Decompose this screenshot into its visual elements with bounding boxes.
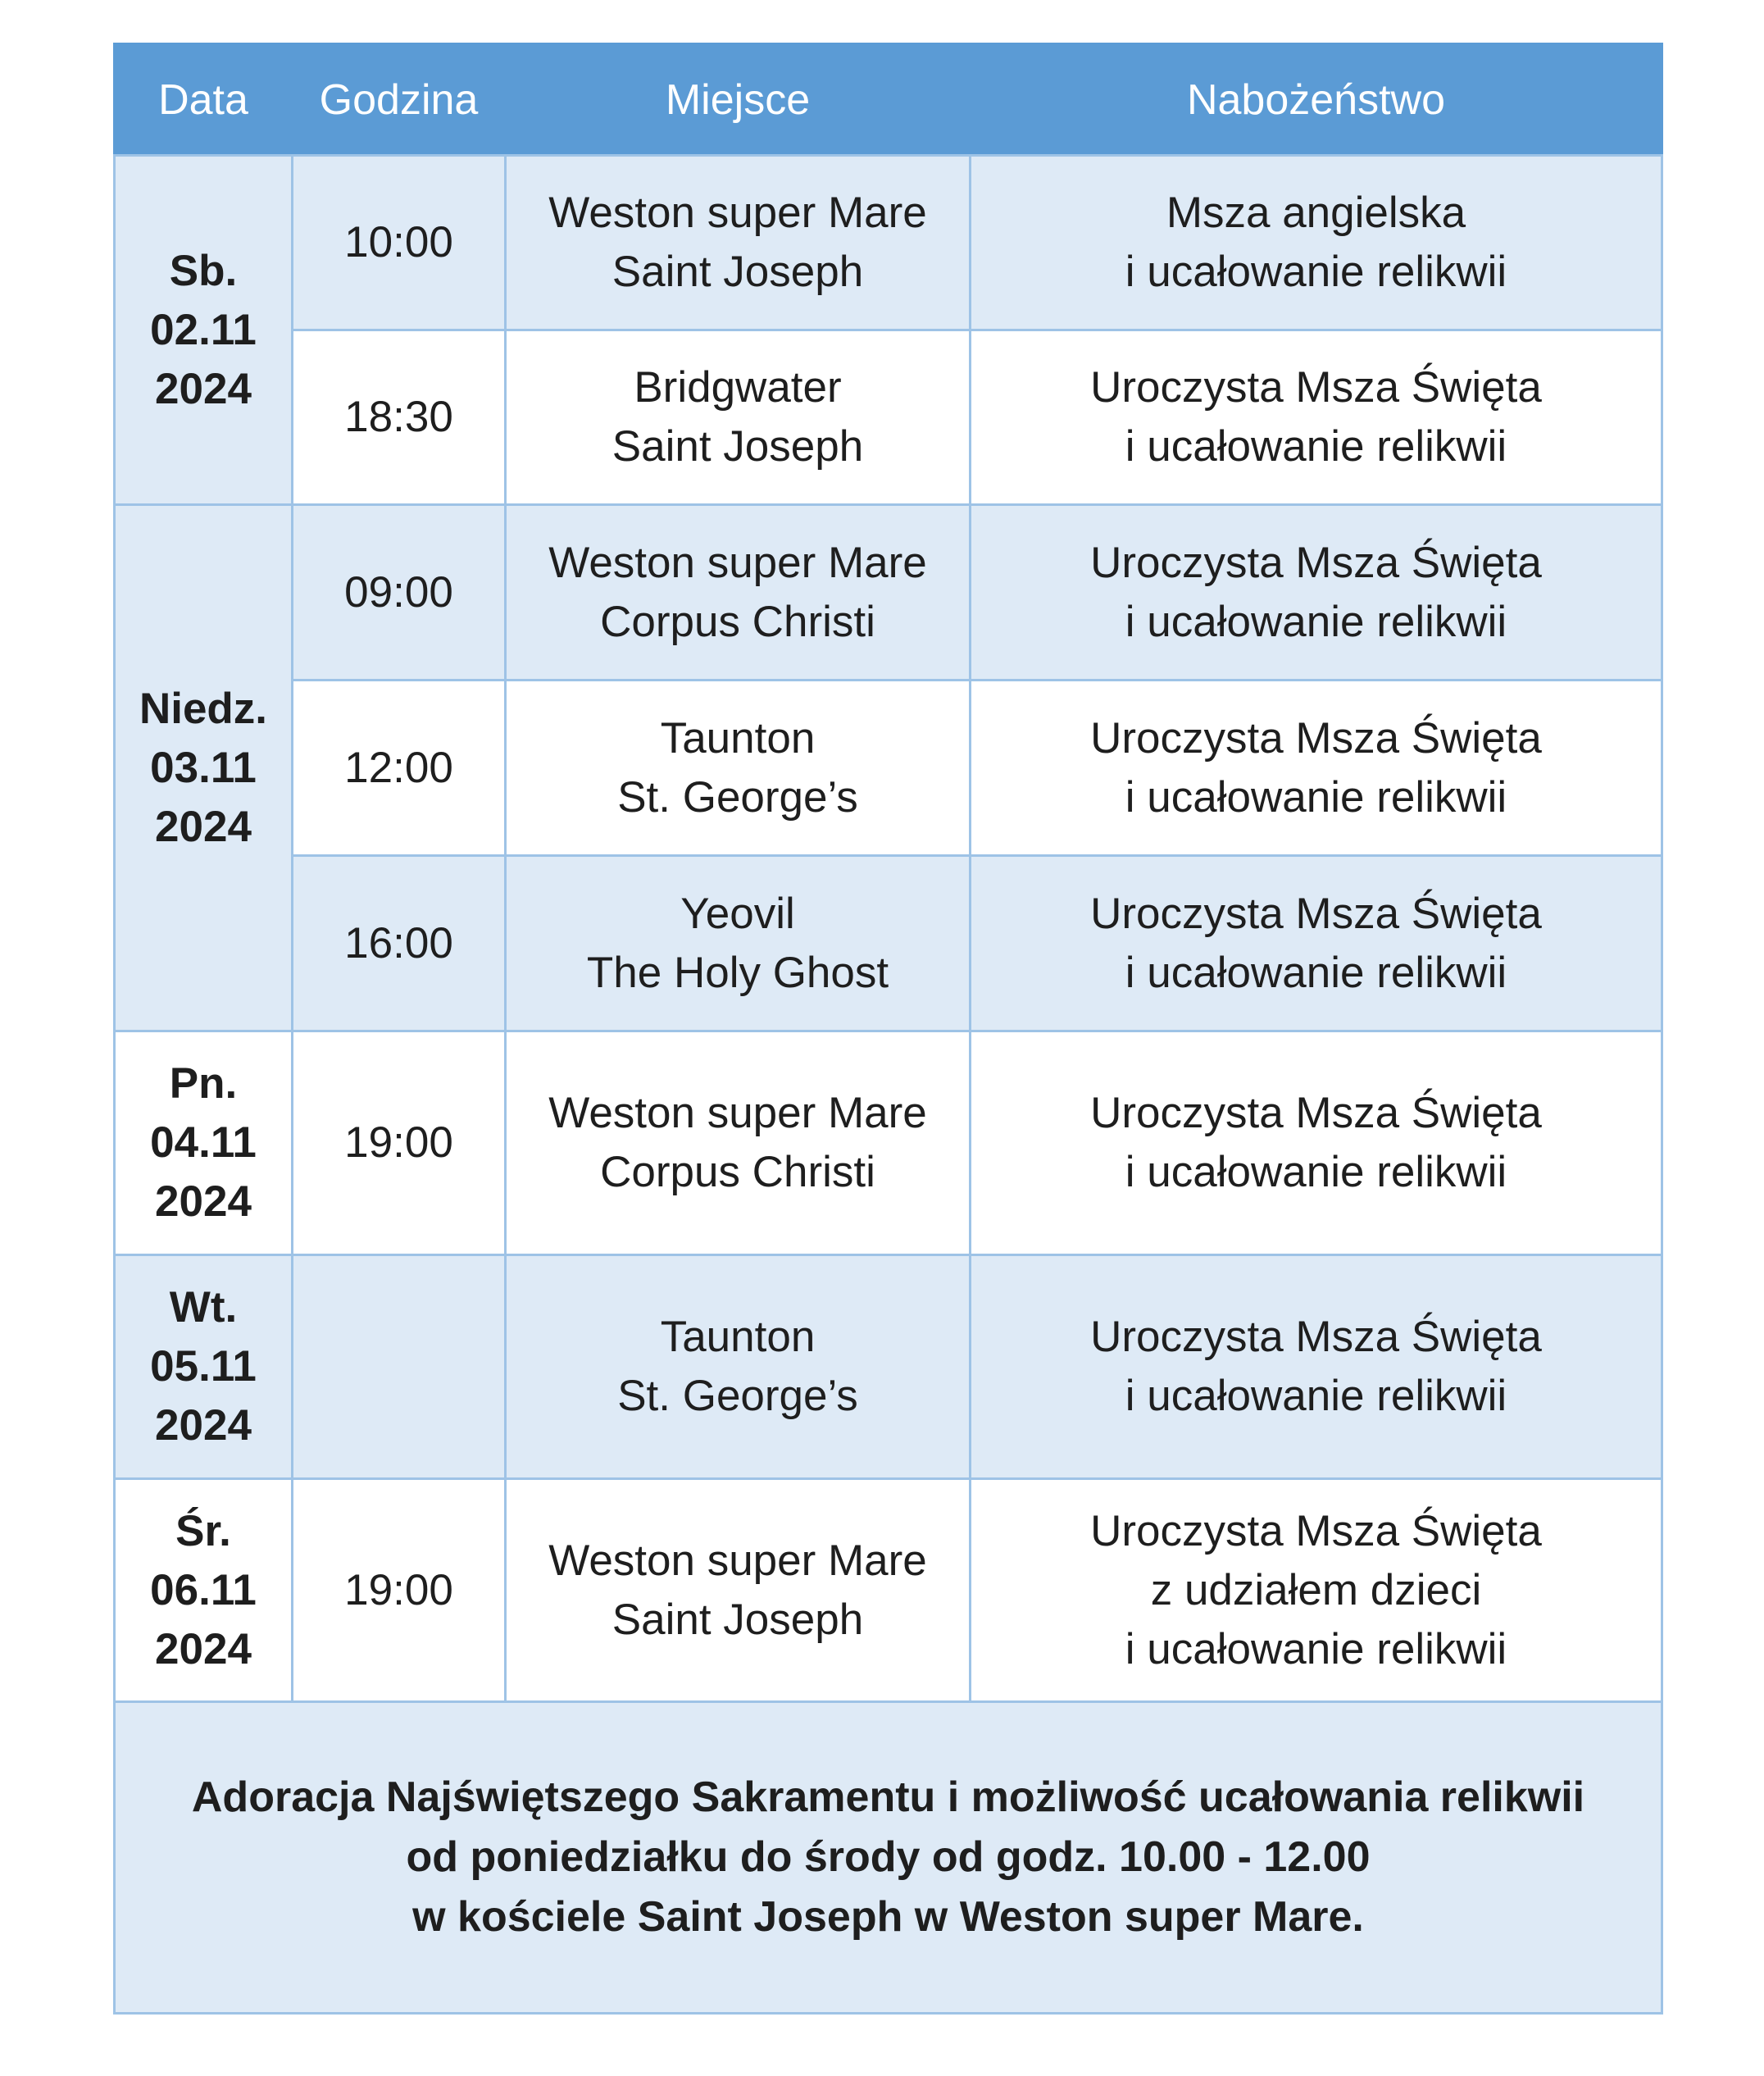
day-year: 2024 — [155, 1401, 252, 1450]
time-cell: 19:00 — [293, 1479, 506, 1702]
table-row — [115, 856, 1662, 1031]
service-line: Uroczysta Msza Święta — [1090, 538, 1542, 587]
service-cell — [971, 1031, 1662, 1255]
place-town: Weston super Mare — [548, 538, 927, 587]
day-year: 2024 — [155, 364, 252, 413]
service-cell — [971, 1255, 1662, 1479]
place-church: Corpus Christi — [600, 1148, 875, 1196]
time-cell: 16:00 — [293, 856, 506, 1031]
header-service: Nabożeństwo — [971, 44, 1662, 156]
place-town: Taunton — [660, 1313, 816, 1361]
table-row — [115, 1479, 1662, 1702]
place-cell — [506, 1031, 971, 1255]
place-cell — [506, 856, 971, 1031]
service-line: i ucałowanie relikwii — [1125, 772, 1507, 822]
time-cell: 19:00 — [293, 1031, 506, 1255]
header-row — [115, 44, 1662, 156]
place-town: Weston super Mare — [548, 1089, 927, 1137]
day-date: 05.11 — [150, 1342, 257, 1391]
table-row — [115, 681, 1662, 856]
place-cell — [506, 681, 971, 856]
service-line: i ucałowanie relikwii — [1125, 1148, 1507, 1196]
schedule-table — [113, 43, 1663, 2015]
service-line: Uroczysta Msza Święta — [1090, 1089, 1542, 1137]
service-cell — [971, 681, 1662, 856]
date-cell — [115, 156, 293, 505]
service-cell — [971, 330, 1662, 505]
day-year: 2024 — [155, 1177, 252, 1226]
date-cell — [115, 1031, 293, 1255]
day-date: 06.11 — [150, 1565, 257, 1614]
day-year: 2024 — [155, 802, 252, 851]
day-abbrev: Wt. — [169, 1283, 238, 1332]
service-line: Uroczysta Msza Święta — [1090, 713, 1542, 763]
service-line: Uroczysta Msza Święta — [1090, 1313, 1542, 1361]
service-line: i ucałowanie relikwii — [1125, 597, 1507, 646]
date-cell — [115, 1255, 293, 1479]
place-cell — [506, 1479, 971, 1702]
adoration-note — [115, 1702, 1662, 2014]
header-place: Miejsce — [506, 44, 971, 156]
service-line: i ucałowanie relikwii — [1125, 948, 1507, 997]
place-church: The Holy Ghost — [586, 948, 889, 997]
day-date: 03.11 — [150, 743, 257, 792]
place-town: Yeovil — [680, 889, 795, 938]
adoration-note-line: od poniedziałku do środy od godz. 10.00 - 12.00 — [406, 1833, 1371, 1881]
time-cell — [293, 1255, 506, 1479]
place-cell — [506, 330, 971, 505]
table-row — [115, 1255, 1662, 1479]
place-church: Saint Joseph — [611, 422, 864, 471]
table-row — [115, 156, 1662, 330]
adoration-note-line: w kościele Saint Joseph w Weston super Mare. — [412, 1893, 1364, 1941]
service-line: i ucałowanie relikwii — [1125, 248, 1507, 296]
table-row — [115, 330, 1662, 505]
service-line: i ucałowanie relikwii — [1125, 422, 1507, 471]
table-row — [115, 1031, 1662, 1255]
day-abbrev: Śr. — [175, 1506, 231, 1555]
date-cell — [115, 1479, 293, 1702]
time-cell: 09:00 — [293, 505, 506, 681]
service-line: Uroczysta Msza Święta — [1090, 1506, 1542, 1555]
place-cell — [506, 1255, 971, 1479]
service-line: Msza angielska — [1166, 189, 1466, 237]
place-church: Saint Joseph — [611, 1595, 864, 1644]
place-town: Taunton — [660, 713, 816, 763]
day-date: 02.11 — [150, 305, 257, 354]
place-church: Corpus Christi — [600, 597, 875, 646]
service-cell — [971, 505, 1662, 681]
service-line: Uroczysta Msza Święta — [1090, 889, 1542, 938]
place-church: St. George’s — [617, 772, 858, 822]
service-line: i ucałowanie relikwii — [1125, 1624, 1507, 1673]
time-cell: 12:00 — [293, 681, 506, 856]
day-abbrev: Sb. — [169, 246, 238, 295]
place-town: Weston super Mare — [548, 1536, 927, 1585]
service-line: i ucałowanie relikwii — [1125, 1372, 1507, 1420]
place-town: Weston super Mare — [548, 189, 927, 237]
service-cell — [971, 856, 1662, 1031]
service-cell — [971, 1479, 1662, 1702]
day-abbrev: Pn. — [169, 1059, 238, 1108]
day-abbrev: Niedz. — [139, 684, 268, 733]
header-time: Godzina — [293, 44, 506, 156]
header-date: Data — [115, 44, 293, 156]
place-church: Saint Joseph — [611, 248, 864, 296]
service-line: Uroczysta Msza Święta — [1090, 363, 1542, 412]
time-cell: 10:00 — [293, 156, 506, 330]
place-cell — [506, 156, 971, 330]
footer-row — [115, 1702, 1662, 2014]
place-town: Bridgwater — [634, 363, 842, 412]
day-year: 2024 — [155, 1624, 252, 1673]
time-cell: 18:30 — [293, 330, 506, 505]
service-line: z udziałem dzieci — [1150, 1565, 1482, 1614]
service-cell — [971, 156, 1662, 330]
date-cell — [115, 505, 293, 1031]
table-row — [115, 505, 1662, 681]
place-cell — [506, 505, 971, 681]
adoration-note-line: Adoracja Najświętszego Sakramentu i możliwość ucałowania relikwii — [191, 1773, 1585, 1821]
day-date: 04.11 — [150, 1118, 257, 1167]
place-church: St. George’s — [617, 1372, 858, 1420]
